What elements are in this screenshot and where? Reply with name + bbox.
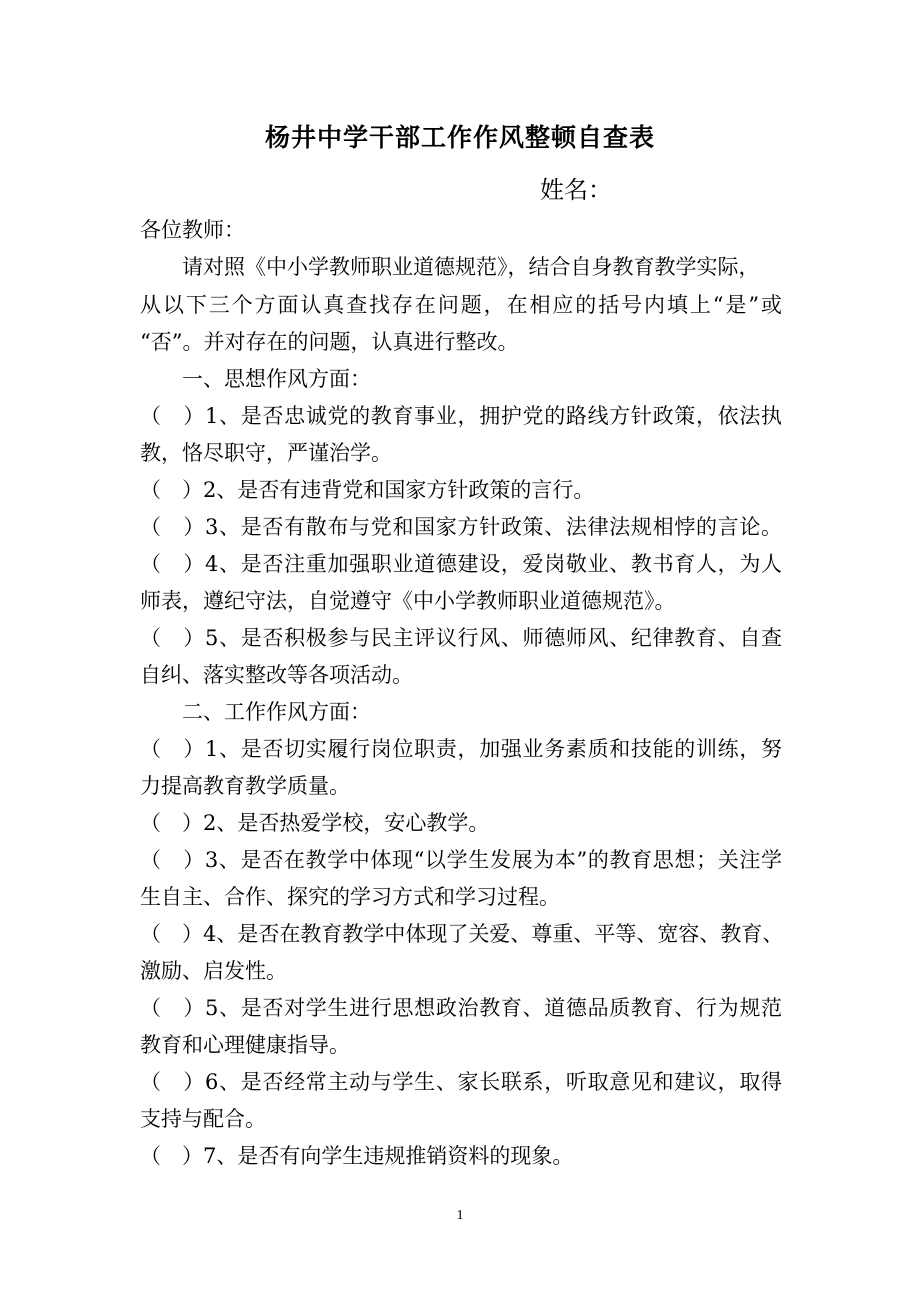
checklist-item-line: 支持与配合。 (140, 1107, 266, 1131)
checklist-item-line: 力提高教育教学质量。 (140, 774, 350, 798)
checklist-item-line: 激励、启发性。 (140, 959, 287, 983)
page-number: 1 (456, 1208, 464, 1223)
checklist-item-line: （ ）6、是否经常主动与学生、家长联系，听取意见和建议，取得 (140, 1070, 782, 1094)
checklist-item-line: 师表，遵纪守法，自觉遵守《中小学教师职业道德规范》。 (140, 589, 676, 613)
checklist-item-line: 教，恪尽职守，严谨治学。 (140, 441, 392, 465)
checklist-item-line: 教育和心理健康指导。 (140, 1033, 350, 1057)
intro-line: “否”。并对存在的问题，认真进行整改。 (140, 330, 519, 354)
checklist-item-line: （ ）3、是否有散布与党和国家方针政策、法律法规相悖的言论。 (140, 515, 782, 539)
checklist-item-line: 生自主、合作、探究的学习方式和学习过程。 (140, 885, 560, 909)
checklist-item-line: （ ）7、是否有向学生违规推销资料的现象。 (140, 1144, 574, 1168)
checklist-item-line: （ ）1、是否切实履行岗位职责，加强业务素质和技能的训练，努 (140, 737, 782, 761)
section-heading: 二、工作作风方面： (182, 700, 371, 724)
checklist-item-line: （ ）3、是否在教学中体现“以学生发展为本”的教育思想；关注学 (140, 848, 782, 872)
checklist-item-line: （ ）1、是否忠诚党的教育事业，拥护党的路线方针政策，依法执 (140, 404, 782, 428)
intro-line: 从以下三个方面认真查找存在问题，在相应的括号内填上“是”或 (140, 293, 782, 317)
checklist-item-line: 自纠、落实整改等各项活动。 (140, 663, 413, 687)
document-title: 杨井中学干部工作作风整顿自查表 (264, 123, 655, 152)
checklist-item-line: （ ）2、是否有违背党和国家方针政策的言行。 (140, 478, 595, 502)
checklist-item-line: （ ）5、是否积极参与民主评议行风、师德师风、纪律教育、自查 (140, 626, 782, 650)
checklist-item-line: （ ）4、是否在教育教学中体现了关爱、尊重、平等、宽容、教育、 (140, 922, 784, 946)
intro-line: 请对照《中小学教师职业道德规范》，结合自身教育教学实际， (182, 255, 760, 279)
name-label: 姓名： (540, 176, 612, 204)
checklist-item-line: （ ）2、是否热爱学校，安心教学。 (140, 811, 490, 835)
salutation: 各位教师： (140, 218, 245, 242)
checklist-item-line: （ ）4、是否注重加强职业道德建设，爱岗敬业、教书育人，为人 (140, 552, 782, 576)
section-heading: 一、思想作风方面： (182, 367, 371, 391)
checklist-item-line: （ ）5、是否对学生进行思想政治教育、道德品质教育、行为规范 (140, 996, 782, 1020)
